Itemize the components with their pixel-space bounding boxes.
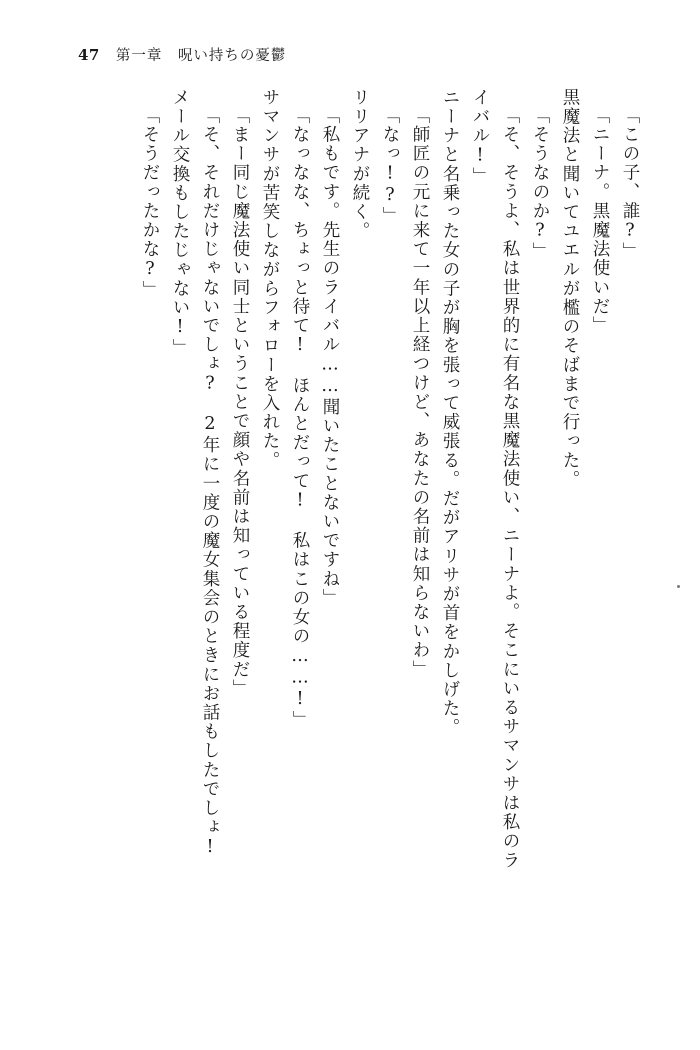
text-line: 「そうだったかな?」 [140, 106, 160, 300]
text-line: 「私もです。先生のライバル……聞いたことないですね」 [320, 106, 340, 608]
edge-dot-mark [677, 585, 680, 588]
text-line: リリアナが続く。 [350, 88, 370, 241]
text-line: 「そうなのか?」 [530, 106, 550, 262]
text-line: メール交換もしたじゃない!」 [170, 88, 190, 358]
text-line: ニーナと名乗った女の子が胸を張って威張る。だがアリサが首をかしげた。 [440, 88, 460, 738]
text-line: 「まー同じ魔法使い同士ということで顔や名前は知っている程度だ」 [230, 106, 250, 699]
text-line: 「そ、そうよ、私は世界的に有名な黒魔法使い、ニーナよ。そこにいるサマンサは私のラ [500, 106, 520, 870]
text-line: 「そ、それだけじゃないでしょ? 2年に一度の魔女集会のときにお話もしたでしょ! [200, 106, 220, 859]
vertical-text-body [58, 88, 638, 1018]
page-number: 47 [78, 46, 100, 64]
running-head [78, 44, 286, 65]
text-line: 「なっなな、ちょっと待て! ほんとだって! 私はこの女の……!」 [290, 106, 310, 730]
chapter-title: 第一章 呪い持ちの憂鬱 [115, 48, 287, 64]
text-line: 「師匠の元に来て一年以上経つけど、あなたの名前は知らないわ」 [410, 106, 430, 679]
text-line: 「なっ!?」 [380, 106, 400, 226]
text-line: 「ニーナ。黒魔法使いだ」 [590, 106, 610, 336]
text-line: 「この子、誰?」 [620, 106, 640, 262]
text-line: イバル!」 [470, 88, 490, 186]
text-line: サマンサが苦笑しながらフォローを入れた。 [260, 88, 280, 470]
text-line: 黒魔法と聞いてユエルが檻のそばまで行った。 [560, 88, 580, 490]
